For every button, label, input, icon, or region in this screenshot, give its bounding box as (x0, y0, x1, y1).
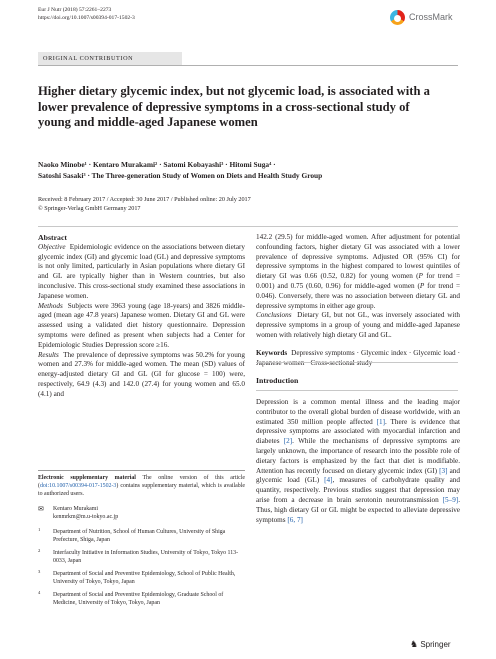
envelope-icon: ✉ (38, 505, 44, 513)
crossmark-badge[interactable] (390, 9, 462, 29)
abstract-objective: Objective Epidemiologic evidence on the associations between dietary glycemic index (GI) and glycemic load (GL) and depressive symptoms is not only limited, particularly in Asian populations where dietary GI and GL are typically higher than in Western countries, but also inconclusive. This cross-sectional study examined these associations in Japanese women. (38, 242, 245, 300)
abstract-results-cont: 142.2 (29.5) for middle-aged women. After adjustment for potential confounding factors, higher dietary GI was associated with a lower prevalence of depressive symptoms. Adjusted OR (95% CI) for depressive symptoms in the highest compared to lowest quintiles of dietary GI was 0.66 (0.52, 0.82) for young women (P for trend = 0.001) and 0.75 (0.60, 0.96) for middle-aged women (P for trend = 0.046). Conversely, there was no association between dietary GL and depressive symptoms in either age group. (256, 233, 461, 310)
correspondent-name: Kentaro Murakami (53, 506, 98, 512)
citation-link[interactable]: [4] (324, 476, 333, 485)
affiliation (38, 570, 245, 586)
divider (256, 390, 458, 391)
abstract-results: Results The prevalence of depressive symptoms was 50.2% for young women and 27.3% for middle-aged women. The mean (SD) values of energy-adjusted dietary GI and GL (GI for glucose = 100) were, respectively, 64.9 (4.3) and 142.0 (27.4) for young women and 65.0 (4.1) and (38, 350, 245, 398)
citation-link[interactable]: [2] (283, 437, 293, 446)
article-title: Higher dietary glycemic index, but not glycemic load, is associated with a lower prevalence of depressive symptoms in a cross-sectional study of young and middle-aged Japanese women (38, 84, 430, 129)
affiliation-text: Interfaculty Initiative in Information Studies, University of Tokyo, Tokyo 113-0033, Japan (53, 550, 239, 564)
authors-line-1: Naoko Minobe¹ · Kentaro Murakami² · Satomi Kobayashi³ · Hitomi Suga⁴ · (38, 160, 276, 169)
affiliation-number: 1 (38, 527, 41, 532)
abstract-left (38, 233, 245, 400)
affiliation-number: 3 (38, 569, 41, 574)
publisher-name: Springer (420, 640, 451, 649)
correspondent-email[interactable]: kenmrkm@m.u-tokyo.ac.jp (53, 514, 119, 520)
introduction-paragraph: Depression is a common mental illness and the leading major contributor to the overall global burden of disease worldwide, with an estimated 350 million people affected [1]. There is evidence that depressive symptoms are associated with myocardial infarction and diabetes [2]. While the mechanisms of depressive symptoms are largely unknown, the importance of research into the possible role of dietary factors is emphasized by the fact that diet is modifiable. Attention has recently focused on dietary glycemic index (GI) [3] and glycemic load (GL) [4], measures of carbohydrate quality and quantity, respectively. Previous studies suggest that depression may arise from a decrease in brain serotonin neurotransmission [5–9]. Thus, high dietary GI or GL might be expected to alleviate depressive symptoms [6, 7] (256, 398, 460, 524)
abstract-heading: Abstract (38, 233, 68, 242)
citation-link[interactable]: [1] (376, 417, 385, 426)
springer-horse-icon: ♞ (410, 639, 419, 649)
crossmark-label: CrossMark (409, 12, 453, 22)
journal-citation: Eur J Nutr (2018) 57:2261–2273 (38, 7, 112, 13)
divider (38, 470, 245, 471)
divider (38, 226, 458, 227)
affiliation-text: Department of Social and Preventive Epidemiology, Graduate School of Medicine, University of Tokyo, Tokyo, Japan (53, 592, 224, 606)
supplementary-doi-link[interactable]: doi:10.1007/s00394-017-1502-3 (39, 483, 117, 489)
keywords: Keywords Depressive symptoms · Glycemic index · Glycemic load · (256, 348, 461, 357)
introduction-body (256, 398, 460, 525)
section-label: ORIGINAL CONTRIBUTION (43, 55, 134, 62)
author-list (38, 159, 328, 181)
crossmark-icon (390, 10, 405, 25)
affiliation (38, 591, 245, 607)
affiliation-number: 4 (38, 590, 41, 595)
affiliation (38, 528, 245, 544)
received-dates: Received: 8 February 2017 / Accepted: 30 June 2017 / Published online: 20 July 2017 (38, 196, 251, 203)
abstract-conclusions: Conclusions Dietary GI, but not GL, was inversely associated with depressive symptoms in a group of young and middle-aged Japanese women with relatively high dietary GI and GL. (256, 311, 460, 339)
section-label-box (38, 52, 182, 65)
divider (256, 362, 458, 363)
citation-link[interactable]: [5–9] (442, 495, 459, 504)
publisher-logo (410, 639, 451, 650)
abstract-right (256, 233, 460, 368)
correspondence (38, 505, 245, 521)
supplementary-note: Electronic supplementary material The online version of this article (doi:10.1007/s00394-017-1502-3) contains supplementary material, which is available to authorized users. (38, 475, 245, 497)
affiliation (38, 549, 245, 565)
doi-link[interactable]: https://doi.org/10.1007/s00394-017-1502-3 (38, 14, 135, 21)
affiliation-text: Department of Nutrition, School of Human Cultures, University of Shiga Prefecture, Shiga, Japan (53, 529, 226, 543)
affiliation-number: 2 (38, 548, 41, 553)
copyright: © Springer-Verlag GmbH Germany 2017 (38, 204, 141, 212)
article-dates (38, 196, 438, 214)
divider (38, 65, 458, 66)
citation-link[interactable]: [6, 7] (287, 515, 303, 524)
affiliation-text: Department of Social and Preventive Epidemiology, School of Public Health, University of Tokyo, Tokyo, Japan (53, 571, 236, 585)
citation-link[interactable]: [3] (439, 466, 448, 475)
authors-line-2: Satoshi Sasaki³ · The Three-generation Study of Women on Diets and Health Study Group (38, 171, 323, 180)
abstract-methods: Methods Subjects were 3963 young (age 18-years) and 3826 middle-aged (mean age 47.8 years) Japanese women. Dietary GI and GL were assessed using a validated diet history questionnaire. Depression symptoms were defined as present when subjects had a Center for Epidemiologic Studies Depression score ≥16. (38, 301, 246, 349)
journal-header (38, 7, 135, 22)
introduction-heading: Introduction (256, 376, 299, 385)
